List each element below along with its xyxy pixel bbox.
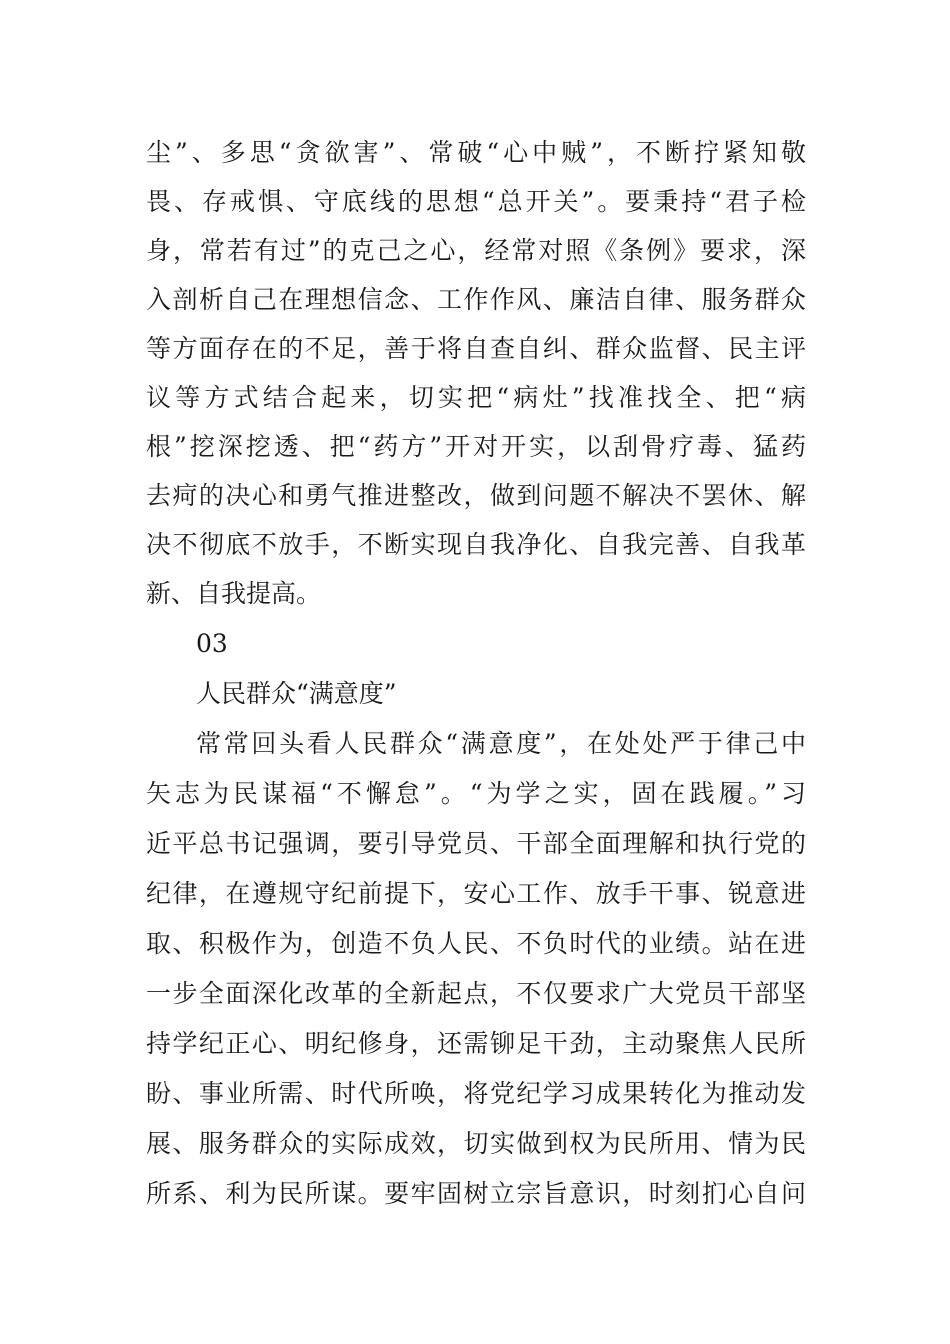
paragraph-line: 展、服务群众的实际成效，切实做到权为民所用、情为民: [146, 1129, 806, 1158]
section-title: 人民群众“满意度”: [196, 679, 397, 708]
paragraph-line: 去疴的决心和勇气推进整改，做到问题不解决不罢休、解: [146, 481, 806, 510]
paragraph-line: 根”挖深挖透、把“药方”开对开实，以刮骨疗毒、猛药: [146, 432, 806, 461]
paragraph-line: 身，常若有过”的克己之心，经常对照《条例》要求，深: [146, 236, 806, 265]
paragraph-line: 决不彻底不放手，不断实现自我净化、自我完善、自我革: [146, 530, 806, 559]
paragraph-line: 新、自我提高。: [146, 579, 322, 608]
paragraph-line: 盼、事业所需、时代所唤，将党纪学习成果转化为推动发: [146, 1079, 806, 1108]
paragraph-line: 取、积极作为，创造不负人民、不负时代的业绩。站在进: [146, 929, 806, 958]
section-number: 03: [196, 629, 228, 658]
paragraph-line: 尘”、多思“贪欲害”、常破“心中贼”，不断拧紧知敬: [146, 138, 806, 167]
paragraph-line: 纪律，在遵规守纪前提下，安心工作、放手干事、锐意进: [146, 879, 806, 908]
paragraph-line: 常常回头看人民群众“满意度”，在处处严于律己中: [196, 729, 806, 758]
paragraph-line: 持学纪正心、明纪修身，还需铆足干劲，主动聚焦人民所: [146, 1029, 806, 1058]
paragraph-line: 议等方式结合起来，切实把“病灶”找准找全、把“病: [146, 383, 806, 412]
paragraph-line: 近平总书记强调，要引导党员、干部全面理解和执行党的: [146, 829, 806, 858]
paragraph-line: 畏、存戒惧、守底线的思想“总开关”。要秉持“君子检: [146, 187, 806, 216]
paragraph-line: 入剖析自己在理想信念、工作作风、廉洁自律、服务群众: [146, 285, 806, 314]
paragraph-line: 所系、利为民所谋。要牢固树立宗旨意识，时刻扪心自问: [146, 1179, 806, 1208]
paragraph-line: 矢志为民谋福“不懈怠”。“为学之实，固在践履。”习: [146, 779, 806, 808]
paragraph-line: 等方面存在的不足，善于将自查自纠、群众监督、民主评: [146, 334, 806, 363]
paragraph-line: 一步全面深化改革的全新起点，不仅要求广大党员干部坚: [146, 979, 806, 1008]
